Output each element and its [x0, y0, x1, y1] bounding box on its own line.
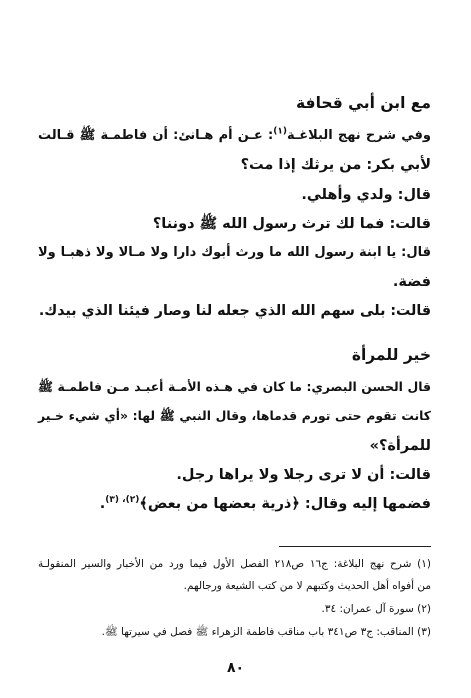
dialogue-line: قالت: بلى سهم الله الذي جعله لنا وصار فيئنا الذي بيدك. — [38, 303, 431, 319]
footnote-reference: (٢)، (٣) — [105, 495, 140, 506]
page-number: ٨٠ — [226, 660, 245, 676]
paragraph-line: قال الحسن البصري: ما كان في هـذه الأمـة أعبـد مـن فاطمـة ﷺ — [38, 379, 431, 394]
paragraph-line: كانت تقوم حتى تورم قدماها، وقال النبي ﷺ لها: «أي شيء خـير — [38, 408, 431, 423]
footnote-line: (٢) سورة آل عمران: ٣٤. — [321, 603, 431, 615]
footnote-line: (١) شرح نهج البلاغة: ج١٦ ص٢١٨ الفصل الأول فيما ورد من الأخبار والسير المنقولـة — [38, 558, 431, 570]
dialogue-line: قالت: أن لا ترى رجلا ولا يراها رجل. — [176, 467, 431, 483]
paragraph-line: لأبي بكر: من يرثك إذا مت؟ — [240, 157, 431, 173]
text-span: وفي شرح نهج البلاغـة — [286, 128, 432, 143]
text-span: فضمها إليه وقال: ﴿ذرية بعضها من بعض﴾ — [139, 496, 431, 512]
dialogue-line: قال: ولدي وأهلي. — [301, 187, 431, 203]
dialogue-line: فضة. — [392, 274, 431, 290]
text-span: : عـن أم هـانئ: أن فاطمـة ﷺ قـالت — [38, 128, 274, 143]
footnote-line: من أفواه أهل الحديث وكتبهم لا من كتب الشيعة ورجالهم. — [183, 580, 431, 592]
paragraph-line — [38, 128, 431, 144]
section-heading-khayr-lilmarah: خير للمرأة — [351, 346, 431, 364]
dialogue-line: قال: يا ابنة رسول الله ما ورث أبوك دارا ولا مـالا ولا ذهبـا ولا — [38, 245, 431, 260]
paragraph-line: للمرأة؟» — [369, 438, 431, 454]
footnote-reference: (١) — [273, 126, 287, 137]
footnote-divider — [279, 546, 431, 547]
dialogue-line: قالت: فما لك ترث رسول الله ﷺ دوننا؟ — [152, 216, 431, 232]
footnote-line: (٣) المناقب: ج٣ ص٣٤١ باب مناقب فاطمة الزهراء ﷺ فصل في سيرتها ﷺ. — [101, 626, 431, 638]
text-span: . — [99, 496, 106, 512]
section-heading-ibn-abi-quhafa: مع ابن أبي قحافة — [296, 94, 431, 112]
dialogue-line — [38, 496, 431, 513]
